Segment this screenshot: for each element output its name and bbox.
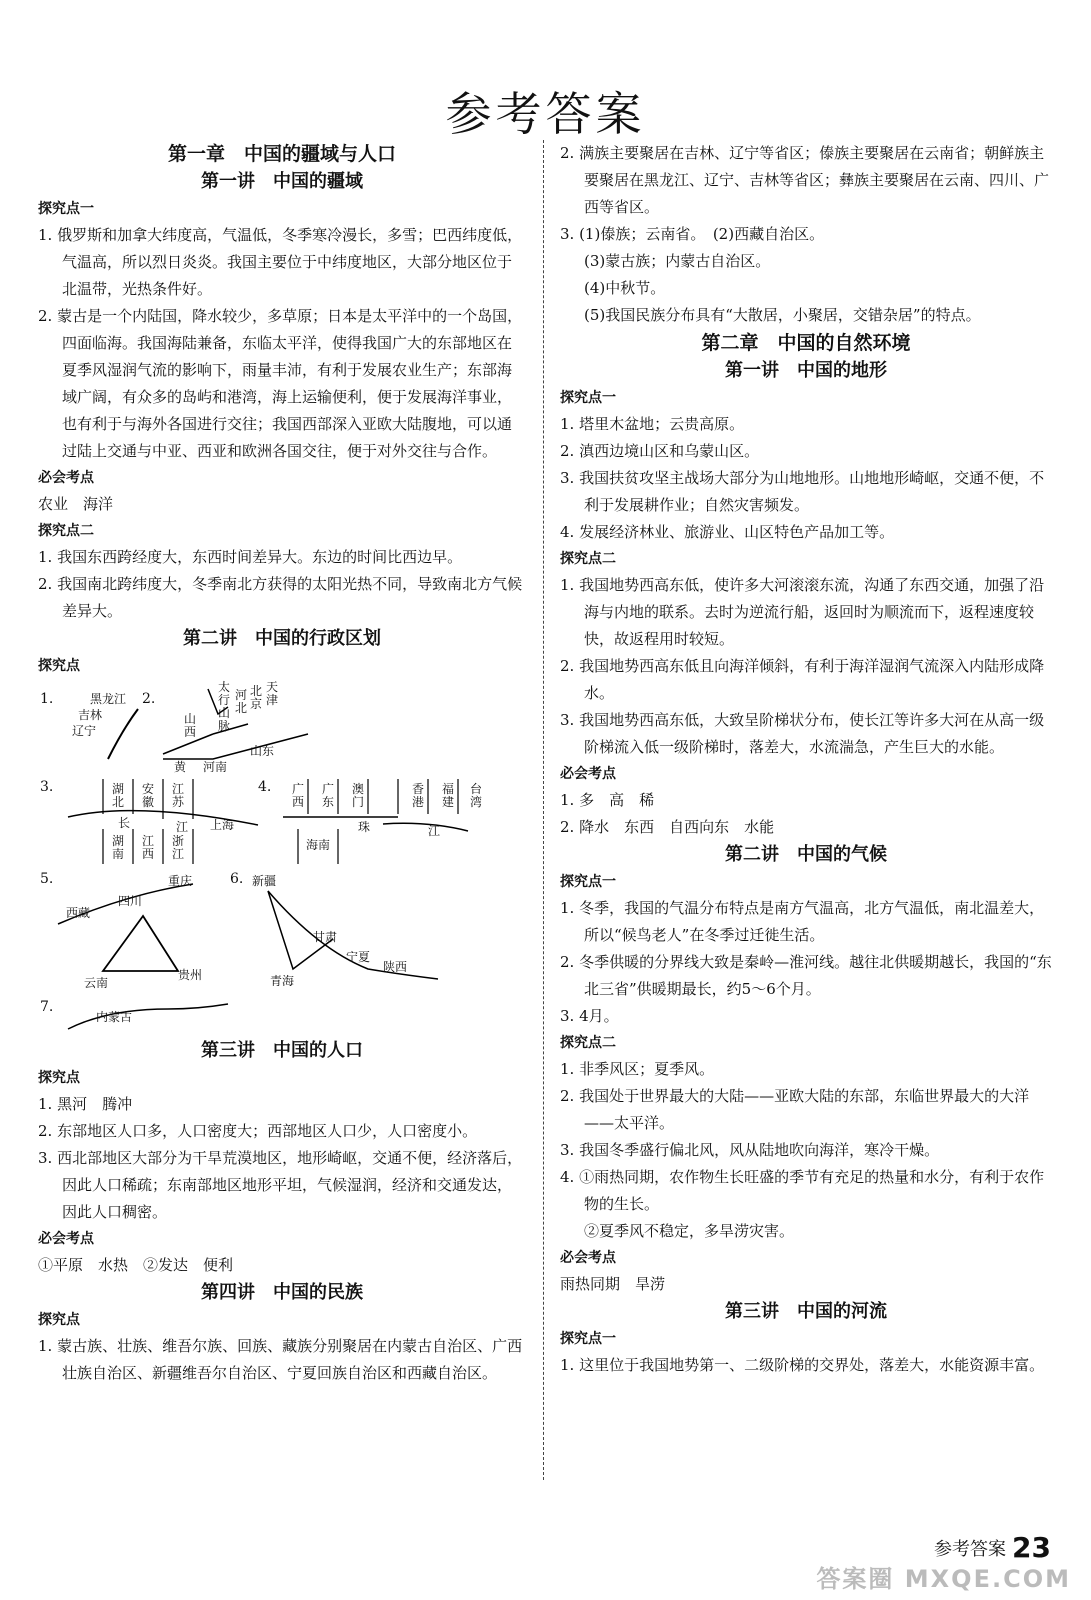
map-label: 广西 — [292, 782, 305, 809]
answer-item: 2. 冬季供暖的分界线大致是秦岭—淮河线。越往北供暖期越长，我国的“东北三省”供暖期最长，约5～6个月。 — [560, 953, 1052, 998]
map-label: 新疆 — [252, 874, 277, 888]
answer-item: 1. 蒙古族、壮族、维吾尔族、回族、藏族分别聚居在内蒙古自治区、广西壮族自治区、新疆维吾尔自治区、宁夏回族自治区和西藏自治区。 — [38, 1337, 523, 1382]
map-number: 7. — [40, 999, 54, 1015]
left-column — [38, 140, 526, 1387]
answer-item: 3. (1)傣族；云南省。 (2)西藏自治区。 — [560, 225, 825, 243]
map-number: 3. — [40, 779, 54, 795]
map-label: 宁夏 — [346, 950, 371, 964]
answer-item: 3. 我国冬季盛行偏北风，风从陆地吹向海洋，寒冷干燥。 — [560, 1141, 940, 1159]
section-label: 探究点一 — [38, 201, 94, 217]
answer-item: 2. 我国处于世界最大的大陆——亚欧大陆的东部，东临世界最大的大洋——太平洋。 — [560, 1087, 1030, 1132]
answer-item: 1. 非季风区；夏季风。 — [560, 1060, 715, 1078]
map-label: 太行山脉 — [218, 680, 231, 733]
map-label: 江西 — [142, 834, 155, 861]
section-label: 探究点一 — [560, 390, 616, 406]
watermark: 答案圈 MXQE.COM — [816, 1565, 1071, 1593]
section-label: 必会考点 — [560, 766, 616, 782]
map-label: 湖北 — [112, 782, 125, 809]
page-title: 参考答案 — [445, 87, 646, 141]
map-label: 香港 — [412, 782, 425, 809]
chapter-heading: 第二章 中国的自然环境 — [701, 332, 911, 354]
map-label: 重庆 — [168, 874, 193, 888]
answer-subitem: (4)中秋节。 — [584, 279, 666, 297]
answer-item: 1. 我国地势西高东低，使许多大河滚滚东流，沟通了东西交通，加强了沿海与内地的联系。去时为逆流行船，返回时为顺流而下，返程速度较快，故返程用时较短。 — [560, 576, 1045, 648]
map-number: 6. — [230, 871, 244, 887]
map-label: 陕西 — [383, 960, 408, 974]
map-label: 珠 — [358, 820, 371, 834]
map-label: 上海 — [210, 818, 235, 832]
map-label: 北京 — [250, 684, 263, 711]
answer-text: 农业 海洋 — [38, 495, 114, 513]
section-label: 探究点 — [38, 1070, 80, 1086]
answer-item: 1. 冬季，我国的气温分布特点是南方气温高，北方气温低，南北温差大，所以“候鸟老人”在冬季过迁徙生活。 — [560, 899, 1045, 944]
answer-text: ①平原 水热 ②发达 便利 — [38, 1256, 234, 1274]
map-label: 浙江 — [172, 834, 185, 861]
section-label: 探究点二 — [560, 551, 616, 567]
lesson-heading: 第四讲 中国的民族 — [201, 1282, 363, 1303]
map-label: 海南 — [306, 838, 331, 852]
answer-item: 3. 我国扶贫攻坚主战场大部分为山地地形。山地地形崎岖，交通不便，不利于发展耕作业；自然灾害频发。 — [560, 469, 1045, 514]
answer-item: 3. 我国地势西高东低，大致呈阶梯状分布，使长江等许多大河在从高一级阶梯流入低一级阶梯时，落差大，水流湍急，产生巨大的水能。 — [560, 711, 1045, 756]
answer-item: 2. 蒙古是一个内陆国，降水较少，多草原；日本是太平洋中的一个岛国，四面临海。我国海陆兼备，东临太平洋，使得我国广大的东部地区在夏季风湿润气流的影响下，雨量丰沛，有利于发展农业生产；东部海域广阔，有众多的岛屿和港湾，海上运输便利，便于发展海洋事业，也有利于与海外各国进行交往；我国西部深入亚欧大陆腹地，可以通过陆上交通与中亚、西亚和欧洲各国交往，便于对外交往与合作。 — [38, 307, 523, 460]
answer-item: 2. 东部地区人口多，人口密度大；西部地区人口少，人口密度小。 — [38, 1122, 478, 1140]
answer-item: 1. 塔里木盆地；云贵高原。 — [560, 415, 745, 433]
answer-subitem: (3)蒙古族；内蒙古自治区。 — [584, 252, 771, 270]
answer-item: 2. 满族主要聚居在吉林、辽宁等省区；傣族主要聚居在云南省；朝鲜族主要聚居在黑龙江、辽宁、吉林等省区；彝族主要聚居在云南、四川、广西等省区。 — [560, 144, 1050, 216]
sketch-maps — [38, 679, 526, 1037]
map-label: 四川 — [118, 894, 143, 908]
answer-item: 2. 降水 东西 自西向东 水能 — [560, 818, 775, 836]
column-divider — [543, 140, 544, 1480]
lesson-heading: 第三讲 中国的河流 — [725, 1301, 887, 1322]
answer-item: 1. 黑河 腾冲 — [38, 1095, 133, 1113]
section-label: 探究点 — [38, 1312, 80, 1328]
map-label: 吉林 — [78, 708, 103, 722]
map-label: 江 — [428, 824, 441, 838]
chapter-heading: 第一章 中国的疆域与人口 — [167, 143, 396, 165]
map-number: 4. — [258, 779, 272, 795]
answer-item: 3. 4月。 — [560, 1007, 619, 1025]
lesson-heading: 第一讲 中国的疆域 — [201, 171, 363, 192]
answer-item: 4. ①雨热同期，农作物生长旺盛的季节有充足的热量和水分，有利于农作物的生长。 — [560, 1168, 1045, 1213]
answer-item: 1. 这里位于我国地势第一、二级阶梯的交界处，落差大，水能资源丰富。 — [560, 1356, 1045, 1374]
map-label: 内蒙古 — [96, 1010, 133, 1024]
lesson-heading: 第二讲 中国的气候 — [725, 844, 887, 865]
section-label: 探究点二 — [38, 523, 94, 539]
map-number: 1. — [40, 691, 54, 707]
answer-text: 雨热同期 旱涝 — [560, 1275, 666, 1293]
map-label: 安徽 — [142, 782, 155, 809]
answer-item: 1. 我国东西跨经度大，东西时间差异大。东边的时间比西边早。 — [38, 548, 463, 566]
map-label: 黑龙江 — [90, 692, 127, 706]
map-label: 青海 — [270, 974, 295, 988]
section-label: 探究点一 — [560, 874, 616, 890]
answer-item: 2. 滇西边境山区和乌蒙山区。 — [560, 442, 760, 460]
map-label: 山东 — [250, 744, 275, 758]
map-label: 江 — [176, 820, 189, 834]
map-label: 贵州 — [178, 968, 203, 982]
map-label: 辽宁 — [72, 724, 97, 738]
answer-item: 2. 我国地势西高东低且向海洋倾斜，有利于海洋湿润气流深入内陆形成降水。 — [560, 657, 1045, 702]
map-label: 黄 — [174, 760, 187, 774]
answer-item: 2. 我国南北跨纬度大，冬季南北方获得的太阳光热不同，导致南北方气候差异大。 — [38, 575, 523, 620]
map-label: 山西 — [184, 712, 197, 739]
map-label: 甘肃 — [313, 930, 338, 944]
section-label: 必会考点 — [38, 1231, 94, 1247]
map-number: 5. — [40, 871, 54, 887]
answer-item: 1. 俄罗斯和加拿大纬度高，气温低，冬季寒冷漫长，多雪；巴西纬度低，气温高，所以烈日炎炎。我国主要位于中纬度地区，大部分地区位于北温带，光热条件好。 — [38, 226, 523, 298]
answer-subitem: (5)我国民族分布具有“大散居，小聚居，交错杂居”的特点。 — [584, 306, 981, 324]
map-label: 天津 — [266, 680, 279, 707]
map-label: 江苏 — [172, 782, 185, 809]
section-label: 探究点 — [38, 658, 80, 674]
map-label: 河北 — [235, 688, 248, 715]
right-column — [560, 140, 1052, 1379]
lesson-heading: 第二讲 中国的行政区划 — [183, 628, 381, 649]
map-label: 云南 — [84, 976, 109, 990]
map-label: 河南 — [203, 760, 228, 774]
map-label: 福建 — [442, 782, 455, 809]
map-label: 湖南 — [112, 834, 125, 861]
map-label: 西藏 — [66, 906, 91, 920]
map-number: 2. — [142, 691, 156, 707]
section-label: 必会考点 — [38, 470, 94, 486]
map-label: 台湾 — [470, 782, 483, 809]
lesson-heading: 第三讲 中国的人口 — [201, 1040, 363, 1061]
lesson-heading: 第一讲 中国的地形 — [725, 360, 887, 381]
answer-subitem: ②夏季风不稳定，多旱涝灾害。 — [584, 1222, 795, 1240]
section-label: 必会考点 — [560, 1250, 616, 1266]
section-label: 探究点二 — [560, 1035, 616, 1051]
map-label: 长 — [118, 816, 131, 830]
map-label: 广东 — [322, 782, 335, 809]
answer-item: 3. 西北部地区大部分为干旱荒漠地区，地形崎岖，交通不便，经济落后，因此人口稀疏；东南部地区地形平坦，气候湿润，经济和交通发达，因此人口稠密。 — [38, 1149, 523, 1221]
footer-label: 参考答案 — [934, 1538, 1007, 1560]
answer-item: 1. 多 高 稀 — [560, 791, 655, 809]
map-label: 澳门 — [352, 782, 365, 809]
page-number: 23 — [1012, 1531, 1051, 1564]
answer-item: 4. 发展经济林业、旅游业、山区特色产品加工等。 — [560, 523, 895, 541]
section-label: 探究点一 — [560, 1331, 616, 1347]
